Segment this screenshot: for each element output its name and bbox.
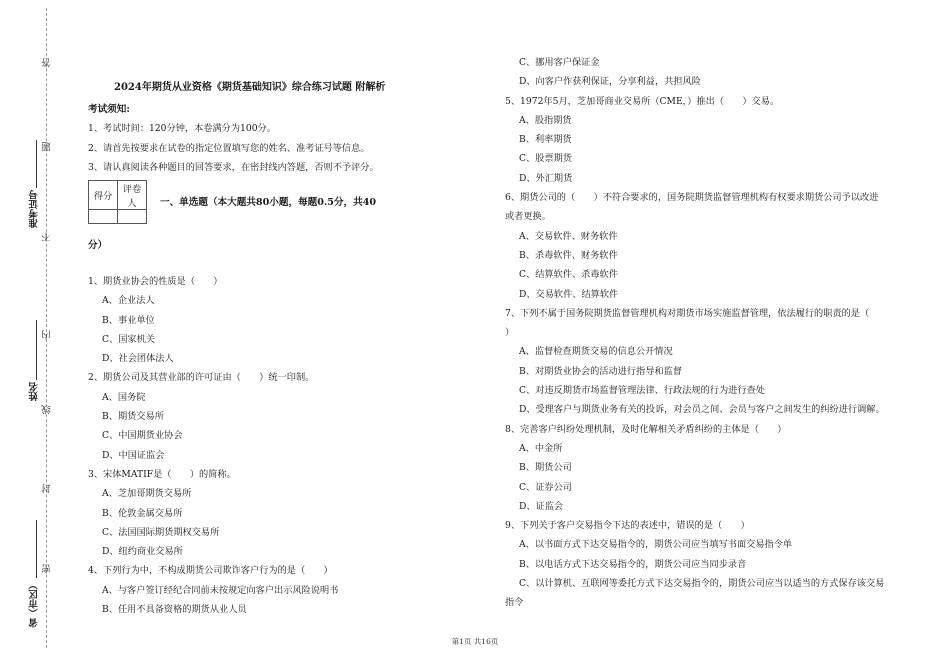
seal-char: 线 [42, 405, 53, 415]
score-cell[interactable] [89, 210, 118, 224]
answer-option: C、中国期货业协会 [102, 430, 183, 442]
answer-option: D、纽约商业交易所 [102, 546, 183, 558]
answer-option: B、对期货业协会的活动进行指导和监督 [519, 365, 682, 377]
seal-dashed-line [46, 8, 47, 648]
section-heading: 一、单选题（本大题共80小题，每题0.5分，共40 [160, 197, 377, 208]
answer-option: A、交易软件、财务软件 [519, 230, 618, 242]
exam-id-label: 准考证号 [29, 190, 40, 228]
seal-char: 密 [42, 564, 53, 574]
answer-option: A、股指期货 [519, 114, 572, 126]
answer-option: A、与客户签订经纪合同前未按规定向客户出示风险说明书 [102, 584, 339, 596]
question-text: 1、期货业协会的性质是（ ） [88, 276, 223, 287]
answer-option: D、受理客户与期货业务有关的投诉，对会员之间、会员与客户之间发生的纠纷进行调解。 [519, 404, 885, 416]
answer-option: A、企业法人 [102, 295, 155, 307]
answer-option: C、股票期货 [519, 153, 572, 165]
answer-option: B、利率期货 [519, 134, 572, 146]
question-text: 6、期货公司的（ ）不符合要求的，国务院期货监督管理机构有权要求期货公司予以改进 [505, 192, 879, 204]
question-text: 指令 [505, 597, 524, 609]
answer-option: D、社会团体法人 [102, 353, 174, 365]
question-column-right [505, 53, 885, 613]
question-column-left [88, 272, 338, 619]
answer-option: D、外汇期货 [519, 172, 573, 184]
answer-option: C、对违反期货市场监督管理法律、行政法规的行为进行查处 [519, 385, 765, 397]
answer-option: A、国务院 [102, 391, 146, 403]
answer-option: A、监督检查期货交易的信息公开情况 [519, 346, 673, 358]
question-text: 4、下列行为中，不构成期货公司欺诈客户行为的是（ ） [88, 565, 333, 577]
binding-margin [0, 0, 80, 671]
seal-char: 封 [42, 484, 53, 494]
region-line [36, 520, 37, 578]
notice-heading: 考试须知: [88, 104, 130, 115]
answer-option: B、期货公司 [519, 462, 572, 474]
notice-item: 1、考试时间：120分钟，本卷满分为100分。 [88, 123, 276, 135]
exam-notice [88, 100, 379, 177]
answer-option: B、期货交易所 [102, 411, 164, 423]
question-text: 2、期货公司及其营业部的许可证由（ ）统一印制。 [88, 372, 315, 384]
answer-option: B、任用不具备资格的期货从业人员 [102, 604, 247, 616]
answer-option: C、证券公司 [519, 481, 572, 493]
answer-option: A、中金所 [519, 442, 563, 454]
name-label: 姓名 [29, 382, 40, 401]
answer-option: C、以计算机、互联网等委托方式下达交易指令的，期货公司应当以适当的方式保存该交易 [519, 578, 885, 590]
exam-id-line [36, 140, 37, 188]
question-text: 或者更换。 [505, 211, 551, 223]
answer-option: D、中国证监会 [102, 449, 165, 461]
answer-option: C、挪用客户保证金 [519, 57, 600, 68]
question-text: 7、下列不属于国务院期货监督管理机构对期货市场实施监督管理，依法履行的职责的是（ [505, 307, 870, 319]
answer-option: D、证监会 [519, 500, 564, 512]
answer-option: C、结算软件、杀毒软件 [519, 269, 618, 281]
seal-char: 答 [42, 58, 53, 68]
region-label: 省（市区） [29, 580, 40, 628]
answer-option: A、芝加哥期货交易所 [102, 488, 192, 500]
answer-option: B、事业单位 [102, 314, 155, 326]
seal-char: 内 [42, 330, 53, 340]
question-text: 3、宋体MATIF是（ ）的简称。 [88, 468, 236, 480]
answer-option: C、国家机关 [102, 333, 155, 345]
answer-option: C、法国国际期货期权交易所 [102, 526, 220, 538]
seal-char: 题 [42, 142, 53, 152]
grader-header: 评卷人 [118, 181, 147, 210]
answer-option: B、以电话方式下达交易指令的，期货公司应当同步录音 [519, 558, 747, 570]
question-text: 9、下列关于客户交易指令下达的表述中，错误的是（ ） [505, 520, 750, 532]
section-heading-continued: 分） [88, 240, 108, 251]
question-text: 8、完善客户纠纷处理机制，及时化解相关矛盾纠纷的主体是（ ） [505, 423, 787, 435]
score-table [88, 180, 147, 224]
notice-item: 2、请首先按要求在试卷的指定位置填写您的姓名、准考证号等信息。 [88, 142, 370, 154]
score-header: 得分 [89, 181, 118, 210]
answer-option: B、伦敦金属交易所 [102, 507, 183, 519]
question-text: ） [505, 327, 515, 339]
question-text: 5、1972年5月，芝加哥商业交易所（CME，）推出（ ）交易。 [505, 95, 780, 107]
name-line [36, 320, 37, 380]
notice-item: 3、请认真阅读各种题目的回答要求，在密封线内答题，否则不予评分。 [88, 161, 379, 173]
answer-option: B、杀毒软件、财务软件 [519, 249, 618, 261]
answer-option: D、交易软件、结算软件 [519, 288, 619, 300]
answer-option: D、向客户作获利保证，分享利益，共担风险 [519, 76, 701, 88]
page-title: 2024年期货从业资格《期货基础知识》综合练习试题 附解析 [114, 82, 386, 93]
page-footer: 第1页 共16页 [451, 637, 499, 646]
seal-char: 不 [42, 232, 53, 242]
answer-option: A、以书面方式下达交易指令的，期货公司应当填写书面交易指令单 [519, 539, 793, 551]
grader-cell[interactable] [118, 210, 147, 224]
